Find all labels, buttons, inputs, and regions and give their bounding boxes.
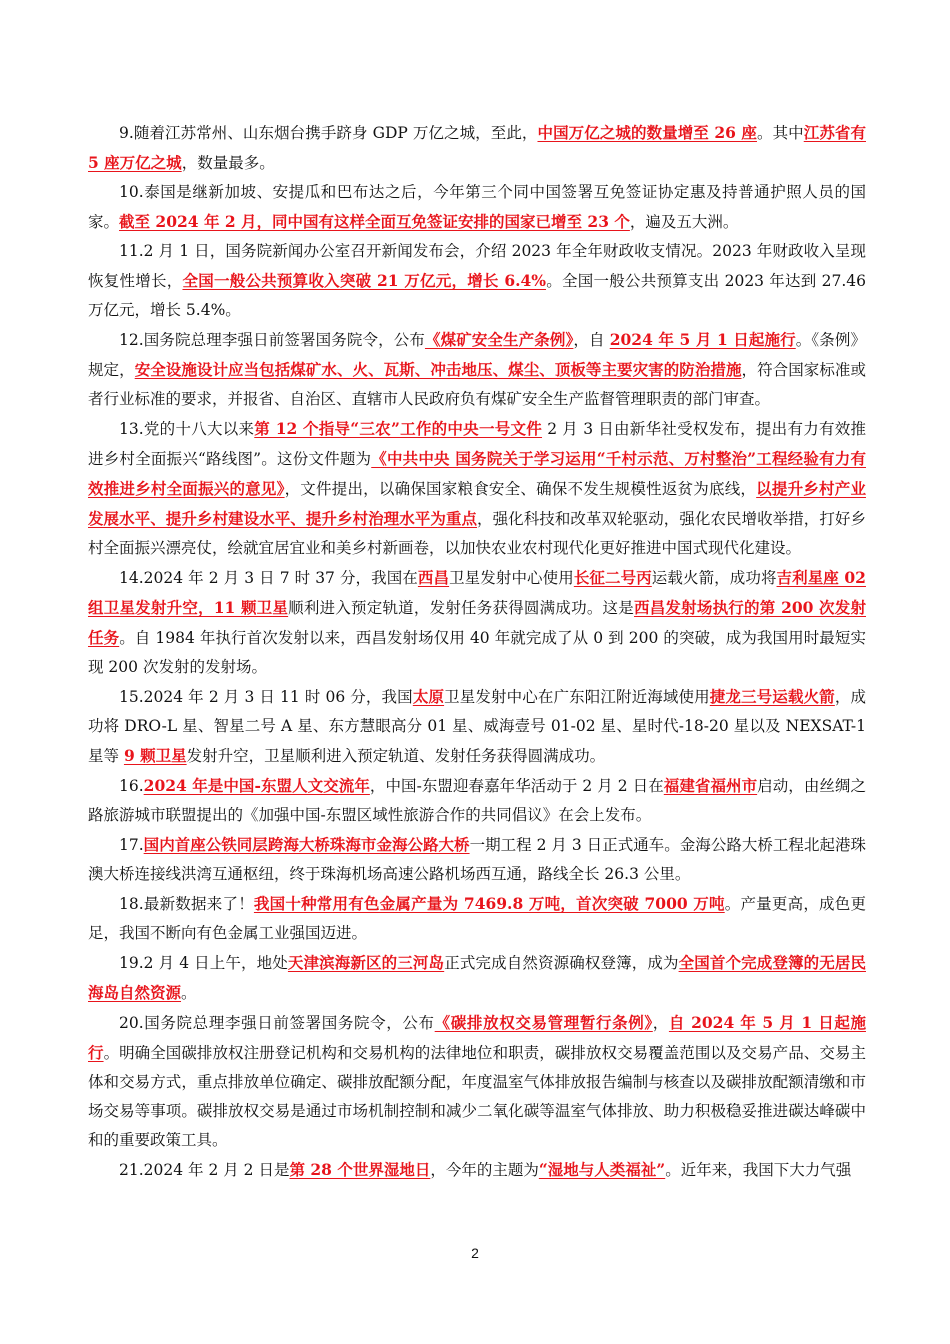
news-item-paragraph xyxy=(88,237,866,325)
highlighted-key-phrase: 第 28 个世界湿地日 xyxy=(289,1160,431,1179)
news-item-paragraph xyxy=(88,1155,866,1185)
paragraph-text: 正式完成自然资源确权登簿，成为 xyxy=(444,954,679,972)
paragraph-text: ，符合国家标准或者行业标准的要求，并报省、自治区、直辖市人民政府负有煤矿安全生产监督管理职责的部门审查。 xyxy=(88,361,866,408)
paragraph-text: 。《条例》规定， xyxy=(88,331,866,379)
highlighted-key-phrase: 国内首座公铁同层跨海大桥珠海市金海公路大桥 xyxy=(143,835,470,854)
news-item-paragraph xyxy=(88,563,866,682)
news-item-paragraph xyxy=(88,1008,866,1155)
document-body xyxy=(88,118,866,1185)
news-item-paragraph xyxy=(88,948,866,1008)
paragraph-text: 17. xyxy=(119,836,144,854)
paragraph-text: 11.2 月 1 日，国务院新闻办公室召开新闻发布会，介绍 2023 年全年财政收支情况。2023 年财政收入呈现恢复性增长， xyxy=(88,242,866,290)
highlighted-key-phrase: 西昌 xyxy=(417,568,450,587)
highlighted-key-phrase: 长征二号丙 xyxy=(573,568,652,587)
paragraph-text: 2 月 3 日由新华社受权发布，提出有力有效推进乡村全面振兴“路线图”。这份文件题为 xyxy=(88,420,867,468)
paragraph-text: 19.2 月 4 日上午，地处 xyxy=(119,954,288,972)
paragraph-text: ，数量最多。 xyxy=(181,154,275,172)
paragraph-text: 21.2024 年 2 月 2 日是 xyxy=(119,1161,290,1179)
highlighted-key-phrase: 吉利星座 02 组卫星发射升空，11 颗卫星 xyxy=(88,568,866,617)
highlighted-key-phrase: 第 12 个指导“三农”工作的中央一号文件 xyxy=(254,419,543,438)
paragraph-text: 。近年来，我国下大力气强 xyxy=(665,1161,852,1179)
paragraph-text: ，今年的主题为 xyxy=(430,1161,539,1179)
highlighted-key-phrase: 捷龙三号运载火箭 xyxy=(709,687,835,706)
highlighted-key-phrase: 全国一般公共预算收入突破 21 万亿元，增长 6.4% xyxy=(182,271,547,290)
paragraph-text: ，成功将 DRO-L 星、智星二号 A 星、东方慧眼高分 01 星、威海壹号 01-02 星、星时代-18-20 星以及 NEXSAT-1 星等 xyxy=(88,688,866,765)
highlighted-key-phrase: 福建省福州市 xyxy=(663,776,758,795)
paragraph-text: 一期工程 2 月 3 日正式通车。金海公路大桥工程北起港珠澳大桥连接线洪湾互通枢纽，终于珠海机场高速公路机场西互通，路线全长 26.3 公里。 xyxy=(88,836,866,883)
paragraph-text: 15.2024 年 2 月 3 日 11 时 06 分，我国 xyxy=(119,688,413,706)
highlighted-key-phrase: 天津滨海新区的三河岛 xyxy=(287,953,445,972)
paragraph-text: 顺利进入预定轨道，发射任务获得圆满成功。这是 xyxy=(288,599,634,617)
news-item-paragraph xyxy=(88,682,866,771)
highlighted-key-phrase: 以提升乡村产业发展水平、提升乡村建设水平、提升乡村治理水平为重点 xyxy=(88,479,866,528)
highlighted-key-phrase: 太原 xyxy=(412,687,445,706)
paragraph-text: ，自 xyxy=(573,331,610,349)
news-item-paragraph xyxy=(88,771,866,830)
highlighted-key-phrase: 江苏省有 5 座万亿之城 xyxy=(88,123,866,172)
paragraph-text: 。全国一般公共预算支出 2023 年达到 27.46 万亿元，增长 5.4%。 xyxy=(88,272,866,319)
highlighted-key-phrase: “湿地与人类福祉” xyxy=(538,1160,666,1179)
paragraph-text: 。产量更高，成色更足，我国不断向有色金属工业强国迈进。 xyxy=(88,895,866,942)
news-item-paragraph xyxy=(88,118,866,178)
paragraph-text: 13.党的十八大以来 xyxy=(119,420,255,438)
paragraph-text: ，中国-东盟迎春嘉年华活动于 2 月 2 日在 xyxy=(369,777,664,795)
paragraph-text: ，文件提出，以确保国家粮食安全、确保不发生规模性返贫为底线， xyxy=(284,480,757,498)
highlighted-key-phrase: 自 2024 年 5 月 1 日起施行 xyxy=(88,1013,866,1062)
highlighted-key-phrase: 中国万亿之城的数量增至 26 座 xyxy=(537,123,757,142)
paragraph-text: 。 xyxy=(181,984,197,1002)
highlighted-key-phrase: 2024 年是中国-东盟人文交流年 xyxy=(143,776,370,795)
paragraph-text: 卫星发射中心使用 xyxy=(449,569,574,587)
paragraph-text: 16. xyxy=(119,777,144,795)
news-item-paragraph xyxy=(88,325,866,414)
highlighted-key-phrase: 我国十种常用有色金属产量为 7469.8 万吨，首次突破 7000 万吨 xyxy=(253,894,725,913)
highlighted-key-phrase: 9 颗卫星 xyxy=(123,746,187,765)
paragraph-text: ，遍及五大洲。 xyxy=(629,213,739,231)
highlighted-key-phrase: 《煤矿安全生产条例》 xyxy=(424,330,574,349)
paragraph-text: ，强化科技和改革双轮驱动，强化农民增收举措，打好乡村全面振兴漂亮仗，绘就宜居宜业和美乡村新画卷，以加快农业农村现代化更好推进中国式现代化建设。 xyxy=(88,510,866,557)
paragraph-text: 启动，由丝绸之路旅游城市联盟提出的《加强中国-东盟区域性旅游合作的共同倡议》在会上发布。 xyxy=(88,777,866,824)
highlighted-key-phrase: 2024 年 5 月 1 日起施行 xyxy=(609,330,796,349)
paragraph-text: 。明确全国碳排放权注册登记机构和交易机构的法律地位和职责，碳排放权交易覆盖范围以及交易产品、交易主体和交易方式，重点排放单位确定、碳排放配额分配，年度温室气体排放报告编制与核查以及碳排放配额清缴和市场交易等事项。碳排放权交易是通过市场机制控制和减少二氧化碳等温室气体排放、助力积极稳妥推进碳达峰碳中和的重要政策工具。 xyxy=(88,1044,866,1149)
paragraph-text: 9.随着江苏常州、山东烟台携手跻身 GDP 万亿之城，至此， xyxy=(119,124,538,142)
news-item-paragraph xyxy=(88,414,866,563)
highlighted-key-phrase: 西昌发射场执行的第 200 次发射任务 xyxy=(88,598,866,647)
highlighted-key-phrase: 《碳排放权交易管理暂行条例》 xyxy=(434,1013,653,1032)
paragraph-text: 。自 1984 年执行首次发射以来，西昌发射场仅用 40 年就完成了从 0 到 200 的突破，成为我国用时最短实现 200 次发射的发射场。 xyxy=(88,629,866,676)
highlighted-key-phrase: 截至 2024 年 2 月，同中国有这样全面互免签证安排的国家已增至 23 个 xyxy=(119,212,630,231)
paragraph-text: 18.最新数据来了！ xyxy=(119,895,254,913)
paragraph-text: ， xyxy=(652,1014,669,1032)
highlighted-key-phrase: 《中共中央 国务院关于学习运用“千村示范、万村整治”工程经验有力有效推进乡村全面振兴的意见》 xyxy=(88,449,866,498)
paragraph-text: 发射升空，卫星顺利进入预定轨道、发射任务获得圆满成功。 xyxy=(186,747,606,765)
highlighted-key-phrase: 安全设施设计应当包括煤矿水、火、瓦斯、冲击地压、煤尘、顶板等主要灾害的防治措施 xyxy=(134,360,742,379)
news-item-paragraph xyxy=(88,178,866,237)
paragraph-text: 卫星发射中心在广东阳江附近海域使用 xyxy=(444,688,710,706)
paragraph-text: 20.国务院总理李强日前签署国务院令，公布 xyxy=(119,1014,435,1032)
paragraph-text: 运载火箭，成功将 xyxy=(651,569,777,587)
highlighted-key-phrase: 全国首个完成登簿的无居民海岛自然资源 xyxy=(88,953,866,1002)
paragraph-text: 10.泰国是继新加坡、安提瓜和巴布达之后，今年第三个同中国签署互免签证协定惠及持普通护照人员的国家。 xyxy=(88,183,866,231)
paragraph-text: 14.2024 年 2 月 3 日 7 时 37 分，我国在 xyxy=(119,569,418,587)
news-item-paragraph xyxy=(88,830,866,889)
news-item-paragraph xyxy=(88,889,866,948)
paragraph-text: 。其中 xyxy=(756,124,804,142)
paragraph-text: 12.国务院总理李强日前签署国务院令，公布 xyxy=(119,331,425,349)
page-number: 2 xyxy=(471,1245,479,1261)
